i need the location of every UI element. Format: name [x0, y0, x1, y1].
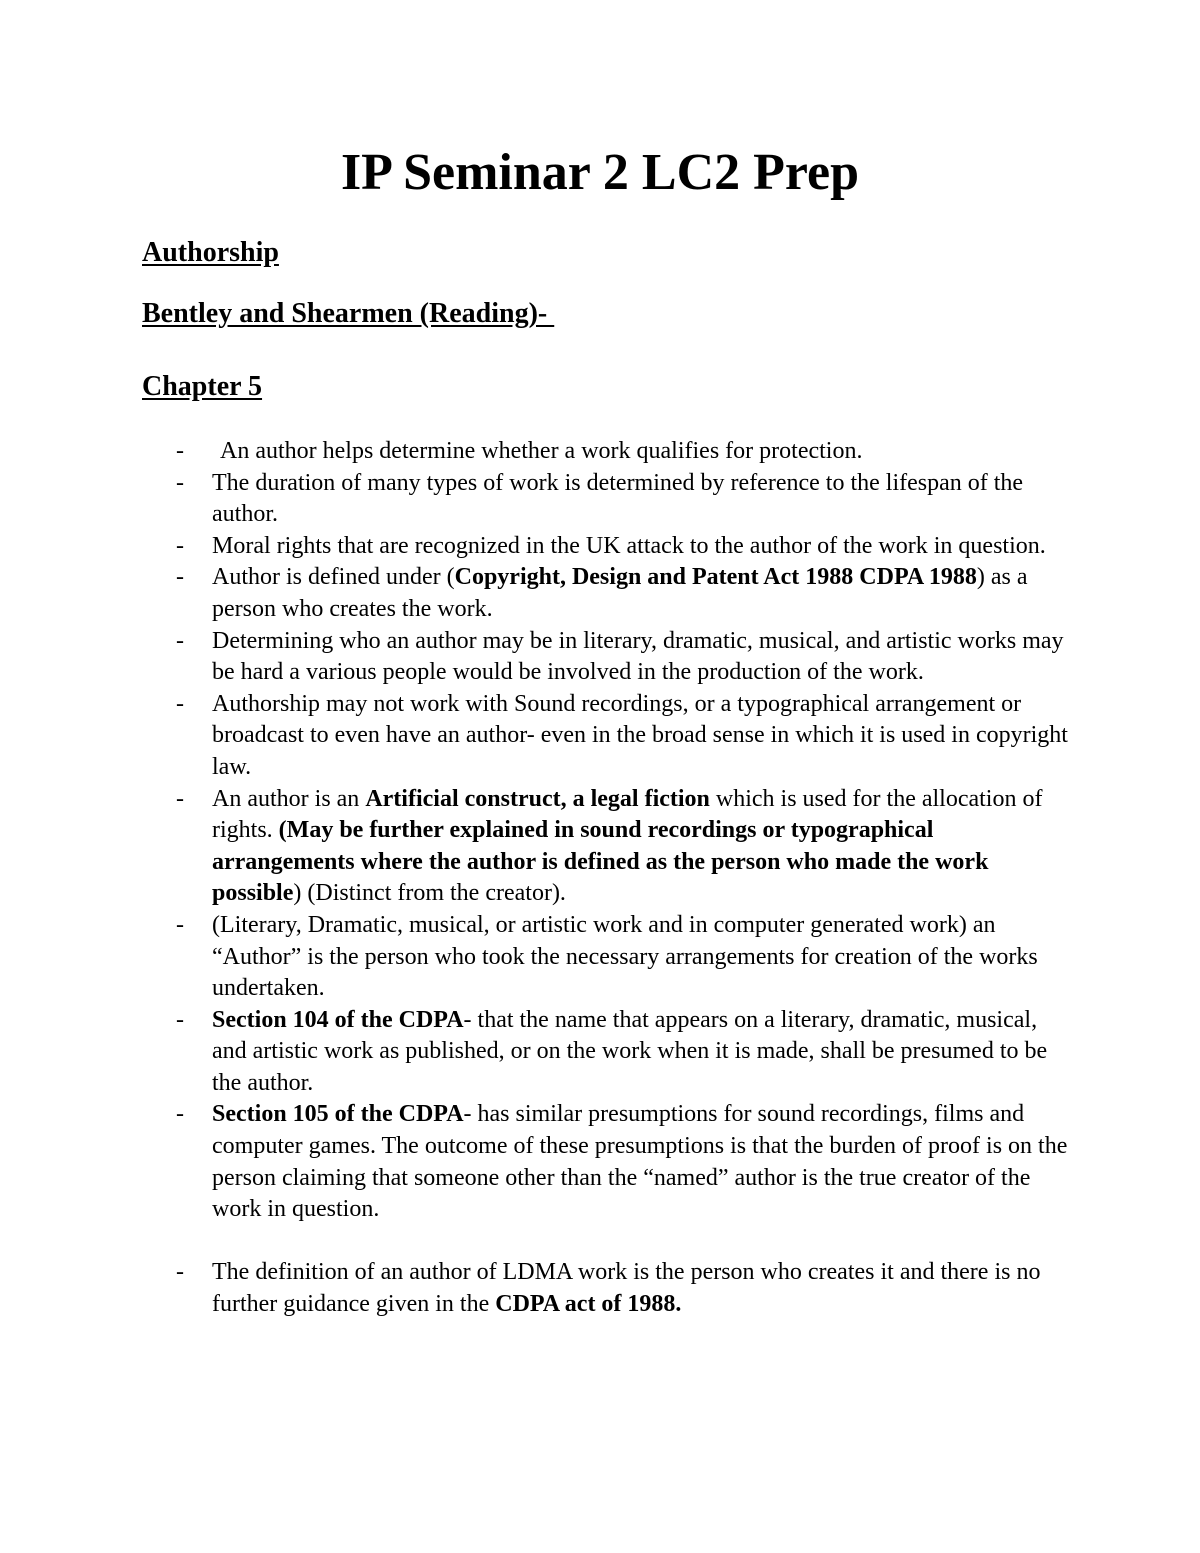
bullet-text: An author helps determine whether a work qualifies for protection.: [220, 438, 863, 464]
bullet-list: [176, 436, 1076, 1321]
list-item: [176, 562, 1076, 625]
bullet-marker: -: [176, 564, 184, 591]
list-item: [176, 1005, 1076, 1100]
bullet-marker: -: [176, 469, 184, 496]
bullet-bold-text: CDPA act of 1988.: [495, 1291, 682, 1318]
bullet-text: Author is defined under (: [212, 564, 455, 591]
bullet-marker: -: [176, 1259, 184, 1286]
bullet-bold-text: (May be further explained in sound recordings or typographical arrangements where the author is defined as the person who made the work possible: [212, 817, 989, 907]
bullet-bold-text: Section 105 of the CDPA: [212, 1101, 464, 1128]
bullet-text: ) as a person who creates the work.: [212, 564, 1028, 622]
bullet-text: which is used for the allocation of rights.: [212, 785, 1043, 844]
list-item: [176, 531, 1076, 563]
bullet-marker: -: [176, 1006, 184, 1033]
bullet-text: The duration of many types of work is determined by reference to the lifespan of the author.: [212, 469, 1024, 528]
bullet-marker: -: [176, 532, 184, 559]
bullet-marker: -: [176, 438, 184, 464]
bullet-marker: -: [176, 1101, 184, 1128]
list-item: [176, 689, 1076, 784]
bullet-text: The definition of an author of LDMA work is the person who creates it and there is no further guidance given in the: [212, 1259, 1041, 1318]
list-item: [176, 436, 1076, 468]
bullet-text: Authorship may not work with Sound recordings, or a typographical arrangement or broadcast to even have an author- even in the broad sense in which it is used in copyright law.: [212, 690, 1068, 780]
list-item: [176, 1099, 1076, 1225]
bullet-text: - that the name that appears on a literary, dramatic, musical, and artistic work as published, or on the work when it is made, shall be presumed to be the author.: [212, 1006, 1048, 1096]
list-item: [176, 1257, 1076, 1320]
bullet-text: - has similar presumptions for sound recordings, films and computer games. The outcome of these presumptions is that the burden of proof is on the person claiming that someone other than the “named” author is the true creator of the work in question.: [212, 1101, 1068, 1223]
bullet-bold-text: Section 104 of the CDPA: [212, 1006, 464, 1033]
bullet-bold-text: Artificial construct, a legal fiction: [365, 785, 710, 812]
list-item: [176, 468, 1076, 531]
bullet-marker: -: [176, 690, 184, 717]
document-title: IP Seminar 2 LC2 Prep: [340, 144, 860, 201]
bullet-marker: -: [176, 785, 184, 812]
heading-authorship: Authorship: [142, 237, 279, 268]
list-item: [176, 910, 1076, 1005]
bullet-bold-text: Copyright, Design and Patent Act 1988 CDPA 1988: [454, 564, 977, 591]
heading-chapter: Chapter 5: [142, 371, 263, 402]
bullet-text: Moral rights that are recognized in the UK attack to the author of the work in question.: [212, 532, 1046, 559]
bullet-marker: -: [176, 911, 184, 938]
list-item: [176, 784, 1076, 910]
bullet-text: Determining who an author may be in literary, dramatic, musical, and artistic works may be hard a various people would be involved in the production of the work.: [212, 627, 1064, 686]
bullet-marker: -: [176, 627, 184, 654]
bullet-text: ) (Distinct from the creator).: [293, 880, 566, 907]
heading-reading: Bentley and Shearmen (Reading)-: [142, 298, 555, 329]
bullet-text: An author is an: [212, 785, 366, 812]
bullet-text: (Literary, Dramatic, musical, or artistic work and in computer generated work) an “Author” is the person who took the necessary arrangements for creation of the works undertaken.: [212, 911, 1038, 1002]
list-item: [176, 626, 1076, 689]
